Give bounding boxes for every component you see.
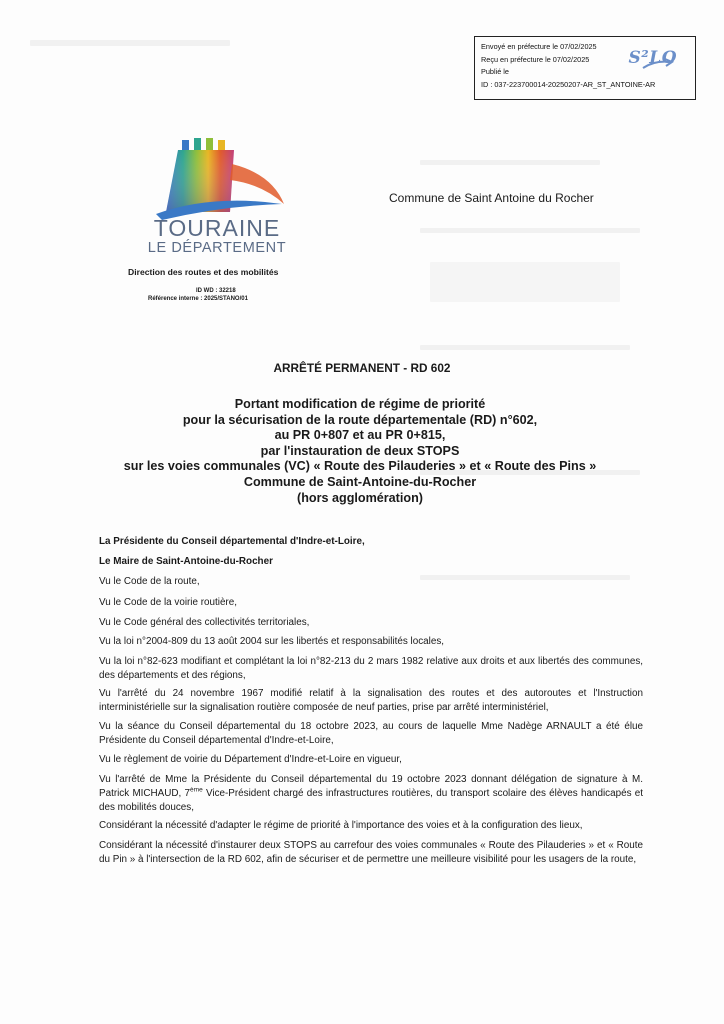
- ordinal-suffix: ème: [190, 786, 203, 794]
- paragraph-text: Vu l'arrêté de Mme la Présidente du Conseil départemental du 19 octobre 2023 donnant délégation de signature à M. Patrick MICHAUD, 7: [99, 774, 643, 799]
- direction-label: Direction des routes et des mobilités: [128, 267, 279, 277]
- bleed-through-mark: [420, 345, 630, 350]
- logo-word: TOURAINE: [153, 215, 281, 241]
- paragraph-vu: Vu la séance du Conseil départemental du 18 octobre 2023, au cours de laquelle Mme Nadège ARNAULT a été élue Présidente du Conseil départemental d'Indre-et-Loire,: [99, 721, 643, 746]
- page-title: ARRÊTÉ PERMANENT - RD 602: [273, 361, 451, 375]
- paragraph-vu: Vu le Code de la voirie routière,: [99, 597, 237, 608]
- paragraph-vu: Vu le Code de la route,: [99, 576, 200, 587]
- logo-subtitle: LE DÉPARTEMENT: [147, 240, 287, 256]
- subtitle-line: (hors agglomération): [297, 490, 423, 505]
- paragraph-vu: [99, 773, 643, 815]
- paragraph-considerant: Considérant la nécessité d'instaurer deux STOPS au carrefour des voies communales « Route des Pilauderies » et « Route du Pin » à l'intersection de la RD 602, afin de sécuriser et de permettre une meilleure visibilité pour les usagers de la route,: [99, 840, 643, 865]
- paragraph-vu: Vu le règlement de voirie du Département d'Indre-et-Loire en vigueur,: [99, 754, 402, 765]
- stamp-published: Publié le: [481, 67, 509, 77]
- slo-logo: S²LO: [628, 48, 677, 68]
- bleed-through-mark: [420, 160, 600, 165]
- stamp-received: Reçu en préfecture le 07/02/2025: [481, 54, 590, 64]
- internal-reference: Référence interne : 2025/STANO/01: [148, 296, 248, 302]
- paragraph-vu: Vu l'arrêté du 24 novembre 1967 modifié relatif à la signalisation des routes et des autoroutes et l'Instruction interministérielle sur la signalisation routière composée de neuf parties, prise par arrêté interministériel,: [99, 688, 643, 713]
- paragraph-text: Vice-Président chargé des infrastructures routières, du transport scolaire des élèves handicapés et des mobilités douces,: [99, 788, 644, 813]
- decree-subtitle: [60, 397, 660, 506]
- paragraph-vu: Vu le Code général des collectivités territoriales,: [99, 617, 310, 628]
- prefecture-stamp: [474, 36, 696, 100]
- subtitle-line: Portant modification de régime de priorité: [234, 397, 486, 411]
- paragraph-considerant: Considérant la nécessité d'adapter le régime de priorité à l'importance des voies et à la configuration des lieux,: [99, 820, 583, 831]
- subtitle-line: sur les voies communales (VC) « Route des Pilauderies » et « Route des Pins »: [123, 459, 597, 474]
- commune-name: Commune de Saint Antoine du Rocher: [389, 191, 594, 205]
- id-wd: ID WD : 32218: [196, 288, 236, 294]
- subtitle-line: au PR 0+807 et au PR 0+815,: [274, 428, 446, 443]
- paragraph-president: La Présidente du Conseil départemental d'Indre-et-Loire,: [99, 536, 365, 547]
- paragraph-mayor: Le Maire de Saint-Antoine-du-Rocher: [99, 556, 273, 567]
- bleed-through-mark: [420, 228, 640, 233]
- subtitle-line: pour la sécurisation de la route départementale (RD) n°602,: [182, 412, 538, 427]
- subtitle-line: par l'instauration de deux STOPS: [260, 443, 460, 458]
- subtitle-line: Commune de Saint-Antoine-du-Rocher: [243, 474, 477, 489]
- slo-arrow-icon: [641, 58, 675, 70]
- bleed-through-mark: [430, 262, 620, 302]
- paragraph-vu: Vu la loi n°82-623 modifiant et complétant la loi n°82-213 du 2 mars 1982 relative aux droits et aux libertés des communes, des départements et des régions,: [99, 656, 643, 681]
- paragraph-vu: Vu la loi n°2004-809 du 13 août 2004 sur les libertés et responsabilités locales,: [99, 636, 445, 647]
- bleed-through-mark: [30, 40, 230, 46]
- stamp-sent: Envoyé en préfecture le 07/02/2025: [481, 42, 597, 51]
- stamp-id: ID : 037-223700014-20250207-AR_ST_ANTOINE-AR: [481, 79, 656, 89]
